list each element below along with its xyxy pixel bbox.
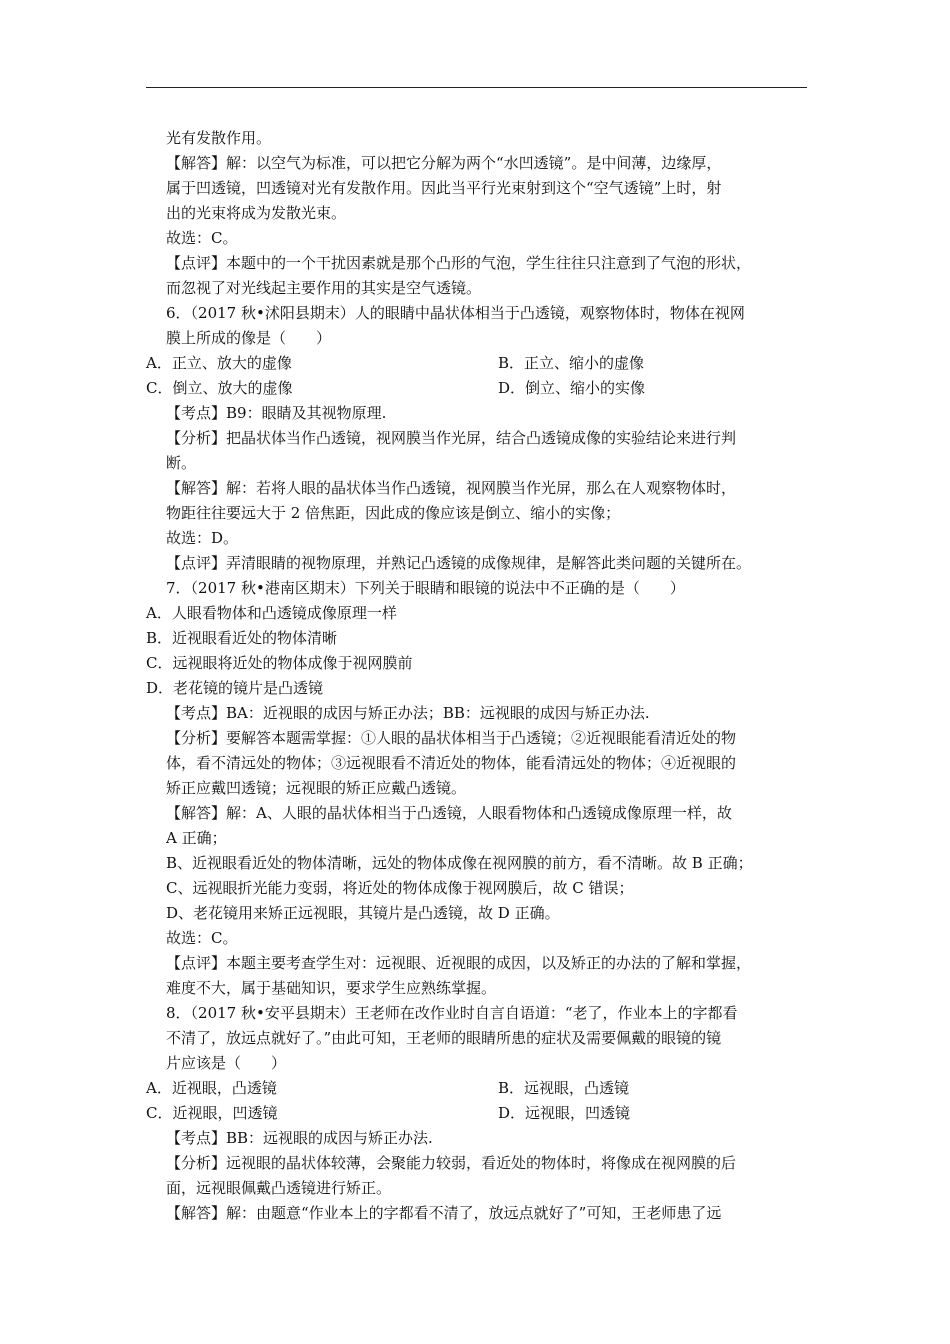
question-8-stem: 片应该是（ ） <box>166 1054 287 1072</box>
text-line: 而忽视了对光线起主要作用的其实是空气透镜。 <box>166 279 482 297</box>
q7-answer: 故选：C。 <box>166 929 238 947</box>
q8-option-c: C．近视眼，凹透镜 <box>146 1104 278 1122</box>
q7-option-d: D．老花镜的镜片是凸透镜 <box>146 679 324 697</box>
q7-kaodian: 【考点】BA：近视眼的成因与矫正办法；BB：远视眼的成因与矫正办法. <box>166 704 650 722</box>
q6-fenxi: 断。 <box>166 454 197 472</box>
q6-jieda: 物距往往要远大于 2 倍焦距，因此成的像应该是倒立、缩小的实像； <box>166 504 621 522</box>
text-line: 出的光束将成为发散光束。 <box>166 204 347 222</box>
text-line: 光有发散作用。 <box>166 129 272 147</box>
q7-option-b: B．近视眼看近处的物体清晰 <box>146 629 338 647</box>
q8-fenxi: 【分析】远视眼的晶状体较薄，会聚能力较弱，看近处的物体时，将像成在视网膜的后 <box>166 1154 737 1172</box>
q6-option-d: D．倒立、缩小的实像 <box>498 379 646 397</box>
q8-jieda: 【解答】解：由题意“作业本上的字都看不清了，放远点就好了”可知，王老师患了远 <box>166 1204 722 1222</box>
q7-fenxi: 【分析】要解答本题需掌握：①人眼的晶状体相当于凸透镜；②近视眼能看清近处的物 <box>166 729 737 747</box>
q7-fenxi: 矫正应戴凹透镜；远视眼的矫正应戴凸透镜。 <box>166 779 467 797</box>
text-line: 故选：C。 <box>166 229 238 247</box>
q6-option-c: C．倒立、放大的虚像 <box>146 379 293 397</box>
header-rule <box>146 87 807 88</box>
q8-kaodian: 【考点】BB：远视眼的成因与矫正办法. <box>166 1129 433 1147</box>
text-line: 属于凹透镜，凹透镜对光有发散作用。因此当平行光束射到这个“空气透镜”上时，射 <box>166 179 722 197</box>
q7-jieda: C、远视眼折光能力变弱，将近处的物体成像于视网膜后，故 C 错误； <box>166 879 634 897</box>
q6-option-b: B．正立、缩小的虚像 <box>498 354 645 372</box>
q7-option-a: A．人眼看物体和凸透镜成像原理一样 <box>146 604 397 622</box>
q6-kaodian: 【考点】B9：眼睛及其视物原理. <box>166 404 387 422</box>
q6-dianping: 【点评】弄清眼睛的视物原理，并熟记凸透镜的成像规律，是解答此类问题的关键所在。 <box>166 554 752 572</box>
question-6-stem: 膜上所成的像是（ ） <box>166 329 332 347</box>
q7-option-c: C．远视眼将近处的物体成像于视网膜前 <box>146 654 413 672</box>
q7-dianping: 【点评】本题主要考查学生对：远视眼、近视眼的成因，以及矫正的办法的了解和掌握， <box>166 954 752 972</box>
q7-jieda: D、老花镜用来矫正远视眼，其镜片是凸透镜，故 D 正确。 <box>166 904 560 922</box>
question-6-stem: 6．（2017 秋•沭阳县期末）人的眼睛中晶状体相当于凸透镜，观察物体时，物体在视网 <box>166 304 745 322</box>
text-line: 【点评】本题中的一个干扰因素就是那个凸形的气泡，学生往往只注意到了气泡的形状， <box>166 254 752 272</box>
q7-dianping: 难度不大，属于基础知识，要求学生应熟练掌握。 <box>166 979 497 997</box>
q8-option-d: D．远视眼，凹透镜 <box>498 1104 631 1122</box>
q7-jieda: B、近视眼看近处的物体清晰，远处的物体成像在视网膜的前方，看不清晰。故 B 正确； <box>166 854 753 872</box>
text-line: 【解答】解：以空气为标准，可以把它分解为两个“水凹透镜”。是中间薄，边缘厚， <box>166 154 722 172</box>
q6-option-a: A．正立、放大的虚像 <box>146 354 292 372</box>
q7-fenxi: 体，看不清远处的物体；③远视眼看不清近处的物体，能看清远处的物体；④近视眼的 <box>166 754 737 772</box>
q8-option-a: A．近视眼，凸透镜 <box>146 1079 277 1097</box>
q6-jieda: 【解答】解：若将人眼的晶状体当作凸透镜，视网膜当作光屏，那么在人观察物体时， <box>166 479 737 497</box>
q7-jieda: 【解答】解：A、人眼的晶状体相当于凸透镜，人眼看物体和凸透镜成像原理一样，故 <box>166 804 732 822</box>
q8-fenxi: 面，远视眼佩戴凸透镜进行矫正。 <box>166 1179 392 1197</box>
q6-fenxi: 【分析】把晶状体当作凸透镜，视网膜当作光屏，结合凸透镜成像的实验结论来进行判 <box>166 429 737 447</box>
q7-jieda: A 正确； <box>166 829 227 847</box>
question-8-stem: 8．（2017 秋•安平县期末）王老师在改作业时自言自语道：“老了，作业本上的字都看 <box>166 1004 738 1022</box>
question-8-stem: 不清了，放远点就好了。”由此可知，王老师的眼睛所患的症状及需要佩戴的眼镜的镜 <box>166 1029 722 1047</box>
question-7-stem: 7．（2017 秋•港南区期末）下列关于眼睛和眼镜的说法中不正确的是（ ） <box>166 579 685 597</box>
q8-option-b: B．远视眼，凸透镜 <box>498 1079 630 1097</box>
q6-answer: 故选：D。 <box>166 529 239 547</box>
